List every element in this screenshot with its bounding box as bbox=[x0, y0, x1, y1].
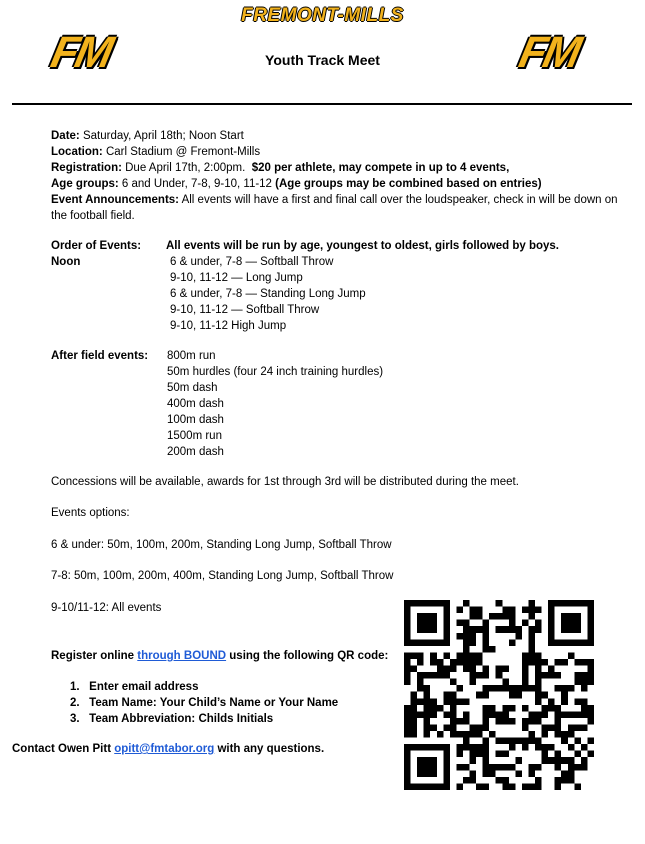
list-item: 1. Enter email address bbox=[70, 681, 199, 693]
location-value: Carl Stadium @ Fremont-Mills bbox=[102, 146, 261, 158]
list-item: 2. Team Name: Your Child’s Name or Your Name bbox=[70, 697, 339, 709]
list-item: 6 & under, 7-8 — Softball Throw bbox=[170, 256, 334, 268]
bound-link[interactable]: through BOUND bbox=[137, 650, 227, 662]
date-value: Saturday, April 18th; Noon Start bbox=[79, 130, 244, 142]
age-value: 6 and Under, 7-8, 9-10, 11-12 bbox=[118, 178, 276, 190]
list-item: 9-10, 11-12 — Long Jump bbox=[170, 272, 303, 284]
date-label: Date: bbox=[51, 130, 80, 142]
registration-label: Registration: bbox=[51, 162, 122, 174]
list-item: 6 & under, 7-8 — Standing Long Jump bbox=[170, 288, 366, 300]
list-item: 50m dash bbox=[167, 382, 218, 394]
location-line bbox=[51, 144, 618, 160]
list-item: 9-10, 11-12 — Softball Throw bbox=[170, 304, 320, 316]
registration-line bbox=[51, 160, 618, 176]
header-divider bbox=[12, 103, 632, 105]
after-events bbox=[167, 348, 383, 460]
contact-line: Contact Owen Pitt opitt@fmtabor.org with any questions. bbox=[12, 743, 325, 755]
list-item: 400m dash bbox=[167, 398, 224, 410]
age-line bbox=[51, 176, 618, 192]
list-item: 50m hurdles (four 24 inch training hurdles) bbox=[167, 366, 384, 378]
location-label: Location: bbox=[51, 146, 103, 158]
fm-logo-right: FM bbox=[514, 28, 583, 77]
announce-label: Event Announcements: bbox=[51, 194, 180, 206]
announce-value-cont: the football field. bbox=[51, 210, 135, 222]
date-line bbox=[51, 128, 618, 144]
qr-code[interactable] bbox=[404, 600, 594, 790]
order-label: Order of Events: bbox=[51, 240, 142, 252]
page-title: Youth Track Meet bbox=[265, 52, 380, 68]
contact-email-link[interactable]: opitt@fmtabor.org bbox=[114, 743, 215, 755]
order-note: All events will be run by age, youngest to oldest, girls followed by boys. bbox=[166, 240, 559, 252]
list-item: 3. Team Abbreviation: Childs Initials bbox=[70, 713, 274, 725]
list-item: 800m run bbox=[167, 350, 216, 362]
list-item: 1500m run bbox=[167, 430, 222, 442]
announce-value: All events will have a first and final call over the loudspeaker, check in will be down on bbox=[179, 194, 618, 206]
noon-label: Noon bbox=[51, 256, 81, 268]
options-six-under: 6 & under: 50m, 100m, 200m, Standing Long Jump, Softball Throw bbox=[51, 539, 392, 551]
info-block bbox=[51, 128, 618, 224]
concessions-text: Concessions will be available, awards for 1st through 3rd will be distributed during the meet. bbox=[51, 476, 519, 488]
school-name: FREMONT-MILLS bbox=[241, 5, 404, 26]
announce-line bbox=[51, 192, 618, 208]
options-nine-twelve: 9-10/11-12: All events bbox=[51, 602, 162, 614]
list-item: 9-10, 11-12 High Jump bbox=[170, 320, 287, 332]
options-heading: Events options: bbox=[51, 507, 130, 519]
age-note: (Age groups may be combined based on entries) bbox=[275, 178, 542, 190]
register-steps bbox=[70, 679, 338, 727]
register-line: Register online through BOUND using the following QR code: bbox=[51, 650, 389, 662]
options-seven-eight: 7-8: 50m, 100m, 200m, 400m, Standing Long Jump, Softball Throw bbox=[51, 570, 394, 582]
noon-events bbox=[170, 254, 366, 334]
after-label: After field events: bbox=[51, 350, 149, 362]
age-label: Age groups: bbox=[51, 178, 119, 190]
fm-logo-left: FM bbox=[46, 28, 115, 77]
list-item: 100m dash bbox=[167, 414, 224, 426]
registration-fee: $20 per athlete, may compete in up to 4 events, bbox=[251, 162, 510, 174]
list-item: 200m dash bbox=[167, 446, 224, 458]
registration-value: Due April 17th, 2:00pm. bbox=[121, 162, 252, 174]
